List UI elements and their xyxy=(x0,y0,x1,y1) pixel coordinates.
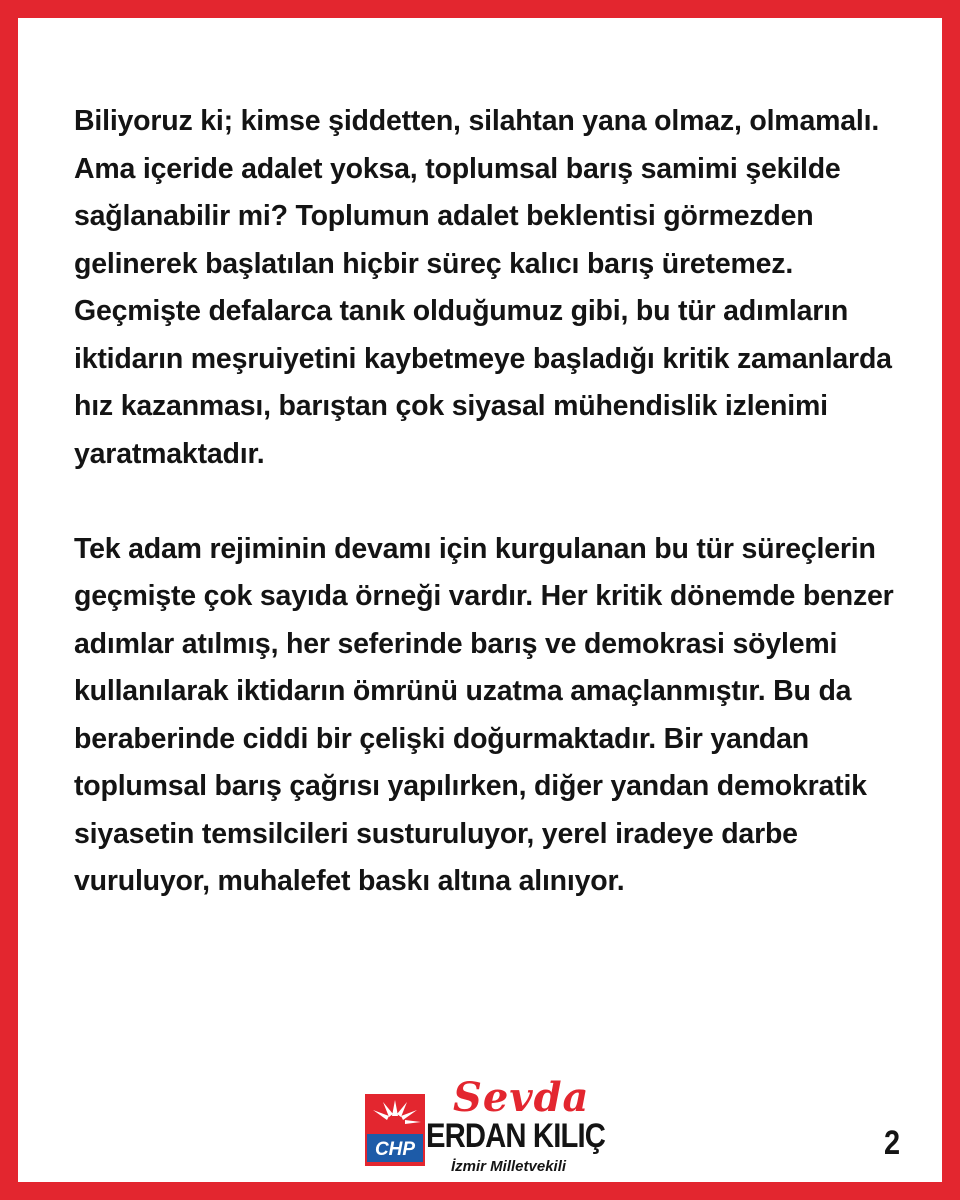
signature-first-name: Sevda xyxy=(453,1074,590,1121)
statement-text xyxy=(74,98,914,906)
signature-role: İzmir Milletvekili xyxy=(451,1158,567,1175)
paragraph-1: Biliyoruz ki; kimse şiddetten, silahtan yana olmaz, olmamalı. Ama içeride adalet yoksa, toplumsal barış samimi şekilde sağlanabilir mi? Toplumun adalet beklentisi görmezden gelinerek başlatılan hiçbir süreç kalıcı barış üretemez. Geçmişte defalarca tanık olduğumuz gibi, bu tür adımların iktidarın meşruiyetini kaybetmeye başladığı kritik zamanlarda hız kazanması, barıştan çok siyasal mühendislik izlenimi yaratmaktadır. xyxy=(74,105,892,470)
signature-block xyxy=(365,1068,625,1188)
chp-logo-icon xyxy=(365,1094,425,1166)
chp-logo-text: CHP xyxy=(374,1139,416,1160)
page-number: 2 xyxy=(884,1124,901,1162)
paragraph-2: Tek adam rejiminin devamı için kurgulanan bu tür süreçlerin geçmişte çok sayıda örneği vardır. Her kritik dönemde benzer adımlar atılmış, her seferinde barış ve demokrasi söylemi kullanılarak iktidarın ömrünü uzatma amaçlanmıştır. Bu da beraberinde ciddi bir çelişki doğurmaktadır. Bir yandan toplumsal barış çağrısı yapılırken, diğer yandan demokratik siyasetin temsilcileri susturuluyor, yerel iradeye darbe vuruluyor, muhalefet baskı altına alınıyor. xyxy=(74,532,894,897)
signature-last-name: ERDAN KILIÇ xyxy=(426,1117,605,1155)
